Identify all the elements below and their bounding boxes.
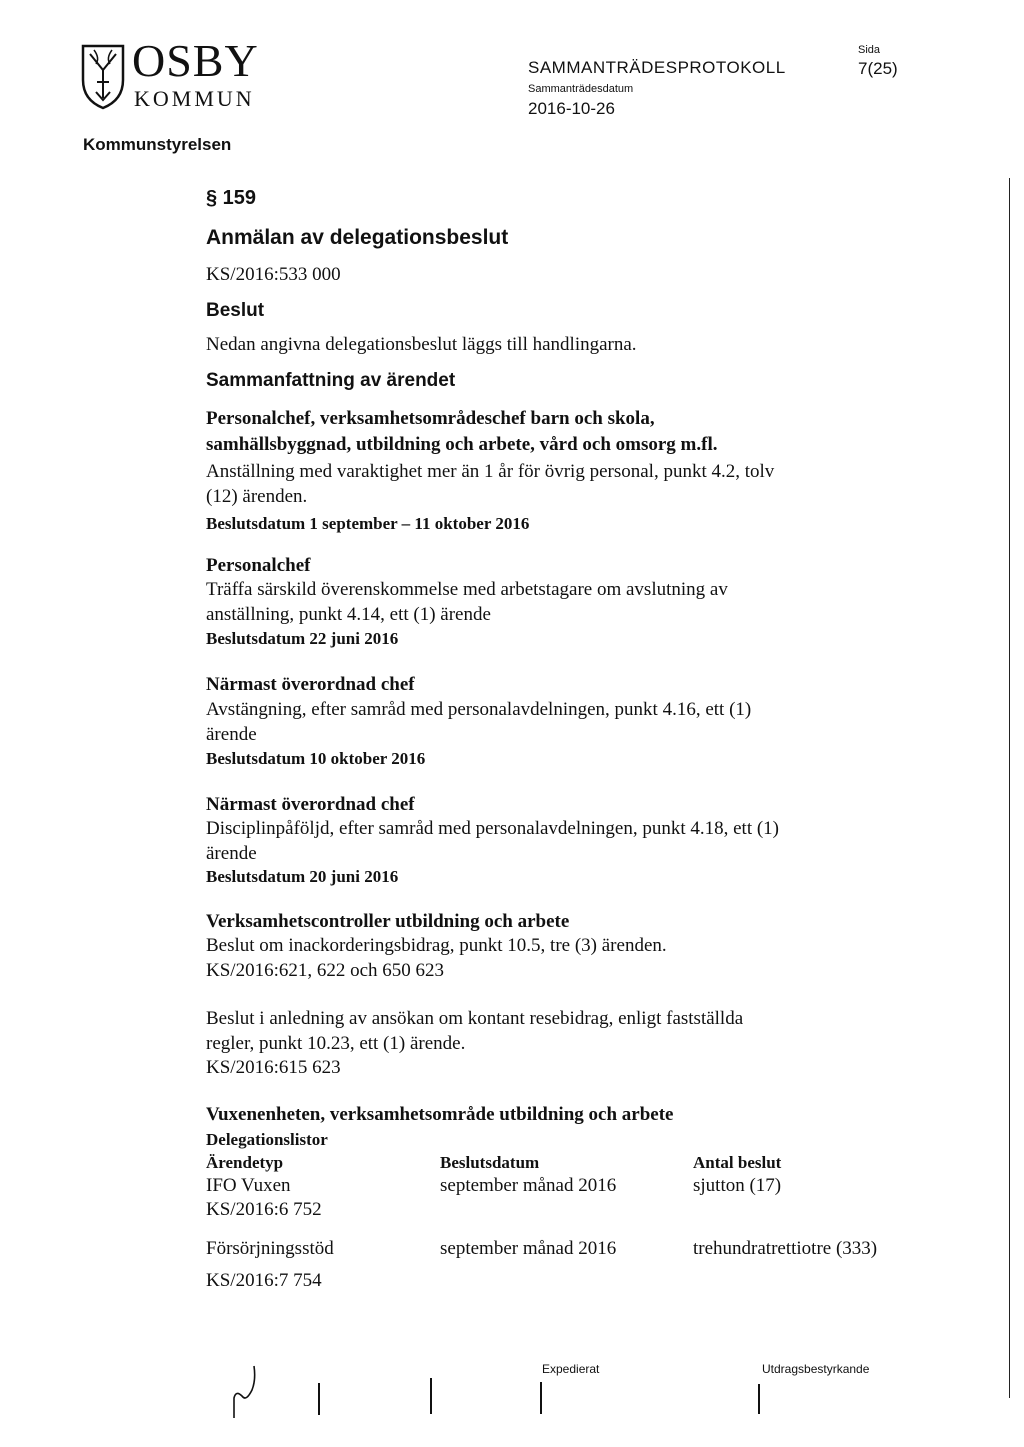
item-title: Närmast överordnad chef xyxy=(206,794,415,815)
page-label: Sida xyxy=(858,44,881,56)
section-title: Anmälan av delegationsbeslut xyxy=(206,226,509,249)
row-date: september månad 2016 xyxy=(440,1175,617,1196)
osby-coat-of-arms-icon xyxy=(80,40,126,110)
vux-title: Vuxenenheten, verksamhetsområde utbildning och arbete xyxy=(206,1104,674,1125)
item-text: anställning, punkt 4.14, ett (1) ärende xyxy=(206,604,491,625)
row-date: september månad 2016 xyxy=(440,1238,617,1259)
item-decision-date: Beslutsdatum 10 oktober 2016 xyxy=(206,749,426,768)
signature-line xyxy=(540,1382,542,1414)
decision-heading: Beslut xyxy=(206,300,265,321)
item-text: ärende xyxy=(206,843,257,864)
item-text: Avstängning, efter samråd med personalavdelningen, punkt 4.16, ett (1) xyxy=(206,699,752,720)
row-case-number: KS/2016:6 752 xyxy=(206,1199,322,1220)
item-title: Verksamhetscontroller utbildning och arbete xyxy=(206,911,570,932)
sent-label: Expedierat xyxy=(542,1362,600,1376)
item-decision-date: Beslutsdatum 22 juni 2016 xyxy=(206,629,399,648)
extract-label: Utdragsbestyrkande xyxy=(762,1362,870,1376)
item-case-number: KS/2016:615 623 xyxy=(206,1057,341,1078)
row-count: sjutton (17) xyxy=(693,1175,782,1196)
case-number: KS/2016:533 000 xyxy=(206,264,341,285)
item-case-number: KS/2016:621, 622 och 650 623 xyxy=(206,960,445,981)
row-type: Försörjningsstöd xyxy=(206,1238,334,1259)
clipped-row xyxy=(200,1238,900,1264)
summary-heading: Sammanfattning av ärendet xyxy=(206,370,456,391)
column-header-count: Antal beslut xyxy=(693,1153,782,1172)
item-decision-date: Beslutsdatum 1 september – 11 oktober 2016 xyxy=(206,514,530,533)
document-title: SAMMANTRÄDESPROTOKOLL xyxy=(528,58,786,77)
item-title: Närmast överordnad chef xyxy=(206,674,415,695)
item-text: Beslut om inackorderingsbidrag, punkt 10.5, tre (3) ärenden. xyxy=(206,935,667,956)
item-title: samhällsbyggnad, utbildning och arbete, vård och omsorg m.fl. xyxy=(206,434,718,455)
item-text: Anställning med varaktighet mer än 1 år för övrig personal, punkt 4.2, tolv xyxy=(206,461,775,482)
org-name: OSBY xyxy=(132,35,259,86)
row-count: trehundratrettiotre (333) xyxy=(693,1238,878,1259)
item-text: Träffa särskild överenskommelse med arbetstagare om avslutning av xyxy=(206,579,728,600)
row-case-number: KS/2016:7 754 xyxy=(206,1270,322,1291)
signature-line xyxy=(430,1378,432,1414)
meeting-date: 2016-10-26 xyxy=(528,99,615,118)
signature-icon xyxy=(226,1360,276,1420)
vux-subtitle: Delegationslistor xyxy=(206,1130,328,1149)
meeting-date-label: Sammanträdesdatum xyxy=(528,83,634,95)
signature-line xyxy=(758,1384,760,1414)
column-header-date: Beslutsdatum xyxy=(440,1153,540,1172)
item-title: Personalchef, verksamhetsområdeschef barn och skola, xyxy=(206,408,655,429)
committee-name: Kommunstyrelsen xyxy=(83,135,232,154)
signature-line xyxy=(318,1383,320,1415)
org-subtitle: KOMMUN xyxy=(134,86,255,111)
item-text: regler, punkt 10.23, ett (1) ärende. xyxy=(206,1033,466,1054)
item-decision-date: Beslutsdatum 20 juni 2016 xyxy=(206,867,399,886)
item-text: Disciplinpåföljd, efter samråd med personalavdelningen, punkt 4.18, ett (1) xyxy=(206,818,780,839)
item-text: Beslut i anledning av ansökan om kontant resebidrag, enligt fastställda xyxy=(206,1008,744,1029)
column-header-type: Ärendetyp xyxy=(206,1153,284,1172)
section-number: § 159 xyxy=(206,187,257,209)
item-title: Personalchef xyxy=(206,555,311,576)
page-border-line xyxy=(1009,178,1010,1398)
item-text: (12) ärenden. xyxy=(206,486,308,507)
decision-text: Nedan angivna delegationsbeslut läggs till handlingarna. xyxy=(206,334,637,355)
page-number: 7(25) xyxy=(858,59,898,78)
row-type: IFO Vuxen xyxy=(206,1175,291,1196)
item-text: ärende xyxy=(206,724,257,745)
